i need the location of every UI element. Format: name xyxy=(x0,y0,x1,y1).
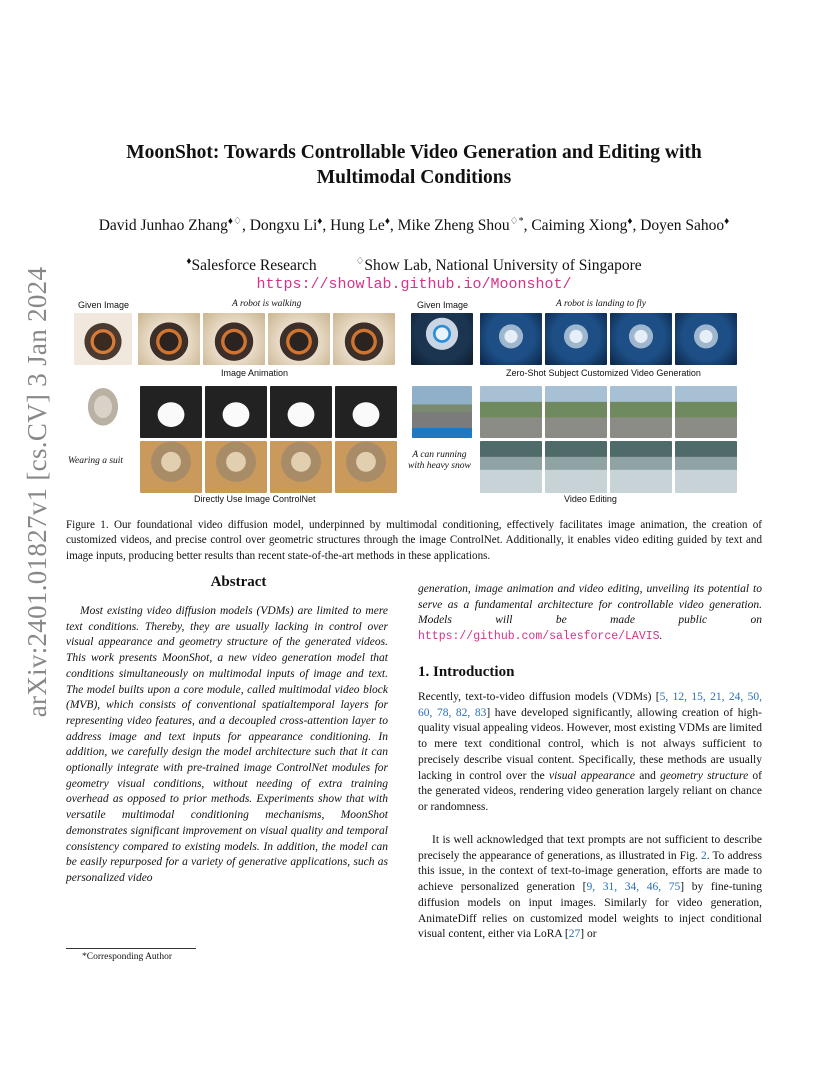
citation-links[interactable]: 5, 12, 15, 21, 24, 50, 60, 78, 82, 83 xyxy=(418,691,762,719)
controlnet-output-frame xyxy=(270,441,332,493)
bust-statue-image xyxy=(78,386,128,438)
text-run: ] have developed significantly, allowing creation of high-quality visual appealing videos. However, most existing VDMs are limited to mere text conditional control, which is not always sufficient to precisely describe visual content. Specifically, these methods are usually lacking in control over the xyxy=(418,706,762,782)
controlnet-output-frame xyxy=(140,441,202,493)
edited-video-frame xyxy=(480,441,542,493)
paper-title xyxy=(60,140,768,190)
prompt-label: A robot is walking xyxy=(232,299,302,309)
author-name: Doyen Sahoo xyxy=(640,217,725,235)
project-url-link[interactable]: https://showlab.github.io/Moonshot/ xyxy=(256,276,572,293)
author-name: Caiming Xiong xyxy=(531,217,628,235)
text-run: . To address this issue, in the context of text-to-image generation, efforts are made to achieve personalized generation [ xyxy=(418,849,762,894)
author-mark: ♦ xyxy=(317,216,323,227)
edited-video-frame xyxy=(545,441,607,493)
depth-map-frame xyxy=(205,386,267,438)
author-mark: ♢* xyxy=(509,216,524,227)
author-name: Dongxu Li xyxy=(249,217,318,235)
affiliation-mark: ♦ xyxy=(186,256,192,267)
affiliation-salesforce: Salesforce Research xyxy=(191,257,317,275)
given-image-toy-robot xyxy=(411,313,473,365)
animation-frame xyxy=(138,313,200,365)
abstract-continuation: generation, image animation and video editing, unveiling its potential to serve as a fundamental architecture for controllable video generation. Models will be made public on https://github.com/salesforce/LAVIS. xyxy=(418,583,762,644)
author-name: Mike Zheng Shou xyxy=(397,217,510,235)
text-run: Recently, text-to-video diffusion models (VDMs) [ xyxy=(418,691,660,703)
given-image-label: Given Image xyxy=(417,300,469,310)
author-list: David Junhao Zhang♦♢, Dongxu Li♦, Hung Le♦, Mike Zheng Shou♢*, Caiming Xiong♦, Doyen Sahoo♦ xyxy=(98,216,730,235)
given-image-label: Given Image xyxy=(78,300,130,310)
section-label-video-editing: Video Editing xyxy=(564,494,617,504)
abstract-heading: Abstract xyxy=(210,574,267,590)
abstract-body: Most existing video diffusion models (VDMs) are limited to mere text conditions. Thereby, they are usually lacking in control over visual appearance and geometry structure of the generated videos. This work presents MoonShot, a new video generation model that conditions simultaneously on multimodal inputs of image and text. The model builts upon a core module, called multimodal video block (MVB), which consists of conventional spatialtemporal layers for representing video features, and a decoupled cross-attention layer to address image and text inputs for appearance conditioning. In addition, we carefully design the model architecture such that it can optionally integrate with pre-trained image ControlNet modules for geometry visual conditions, without needing of extra training overhead as opposed to prior methods. Experiments show that with versatile multimodal conditioning mechanisms, MoonShot demonstrates significant improvement on visual quality and temporal consistency compared to existing models. In addition, the model can be easily repurposed for a variety of generative applications, such as personalized video xyxy=(66,605,388,884)
emphasis: visual appearance xyxy=(549,769,635,782)
section-label-controlnet: Directly Use Image ControlNet xyxy=(194,494,316,504)
author-mark: ♦♢ xyxy=(227,216,242,227)
animation-frame xyxy=(268,313,330,365)
affiliations xyxy=(60,256,768,275)
edited-video-frame xyxy=(675,441,737,493)
abstract-continuation-text: generation, image animation and video editing, unveiling its potential to serve as a fundamental architecture for controllable video generation. Models will be made public on xyxy=(418,583,762,627)
citation-link[interactable]: 27 xyxy=(568,928,581,941)
animation-frame xyxy=(203,313,265,365)
intro-paragraph-1 xyxy=(418,690,762,816)
depth-map-frame xyxy=(270,386,332,438)
customized-frame xyxy=(480,313,542,365)
customized-frame xyxy=(545,313,607,365)
title-line-1: MoonShot: Towards Controllable Video Generation and Editing with xyxy=(126,142,702,163)
edited-video-frame xyxy=(610,441,672,493)
source-video-frame xyxy=(480,386,542,438)
given-image-robot xyxy=(74,313,132,365)
footnote: *Corresponding Author xyxy=(82,952,172,962)
text-run: of the generated videos, rendering video generation largely reliant on chance or randomness. xyxy=(418,769,762,813)
animation-frame xyxy=(333,313,395,365)
emphasis: geometry structure xyxy=(660,769,749,782)
controlnet-output-frame xyxy=(335,441,397,493)
figure-caption: Figure 1. Our foundational video diffusion model, underpinned by multimodal conditioning, effectively facilitates image animation, the creation of customized videos, and precise control over geometric structures through the image ControlNet. Additionally, it enables video editing guided by text and image inputs, producing better results than recent state-of-the-art methods in these applications. xyxy=(66,519,762,562)
text-run: ] or xyxy=(580,928,597,941)
depth-map-frame xyxy=(335,386,397,438)
source-video-frame xyxy=(545,386,607,438)
customized-frame xyxy=(610,313,672,365)
figure-ref-link[interactable]: 2 xyxy=(700,849,707,862)
prompt-label xyxy=(408,450,471,472)
controlnet-output-frame xyxy=(205,441,267,493)
author-mark: ♦ xyxy=(627,216,633,227)
author-name: David Junhao Zhang xyxy=(98,217,228,235)
section-label-customized: Zero-Shot Subject Customized Video Generation xyxy=(506,368,701,378)
author-name: Hung Le xyxy=(330,217,385,235)
footnote-rule xyxy=(66,948,196,949)
author-mark: ♦ xyxy=(384,216,390,227)
source-video-frame xyxy=(610,386,672,438)
citation-links[interactable]: 9, 31, 34, 46, 75 xyxy=(586,881,681,894)
prompt-line: A can running xyxy=(412,450,467,460)
affiliation-nus: Show Lab, National University of Singapore xyxy=(364,257,642,275)
source-video-frame xyxy=(675,386,737,438)
code-url-link[interactable]: https://github.com/salesforce/LAVIS xyxy=(418,630,660,644)
section-heading-introduction: 1. Introduction xyxy=(418,664,515,680)
affiliation-mark: ♢ xyxy=(355,256,365,267)
text-run: It is well acknowledged that text prompts are not sufficient to describe precisely the appearance of generations, as illustrated in Fig. xyxy=(418,834,762,862)
customized-frame xyxy=(675,313,737,365)
intro-paragraph-2 xyxy=(418,833,762,943)
prompt-label: A robot is landing to fly xyxy=(556,299,646,309)
arxiv-identifier: arXiv:2401.01827v1 [cs.CV] 3 Jan 2024 xyxy=(22,266,52,718)
prompt-line: with heavy snow xyxy=(408,461,471,471)
figure-1 xyxy=(66,298,766,510)
section-label-image-animation: Image Animation xyxy=(221,368,289,378)
given-image-car xyxy=(412,386,472,438)
text-run: and xyxy=(635,769,661,782)
author-mark: ♦ xyxy=(724,216,730,227)
title-line-2: Multimodal Conditions xyxy=(316,167,512,188)
text-run: ] by fine-tuning diffusion models on input images. Similarly for video generation, AnimateDiff relies on customized model weights to inject conditional visual content, either via LoRA [ xyxy=(418,881,762,941)
prompt-label: Wearing a suit xyxy=(68,456,124,466)
depth-map-frame xyxy=(140,386,202,438)
